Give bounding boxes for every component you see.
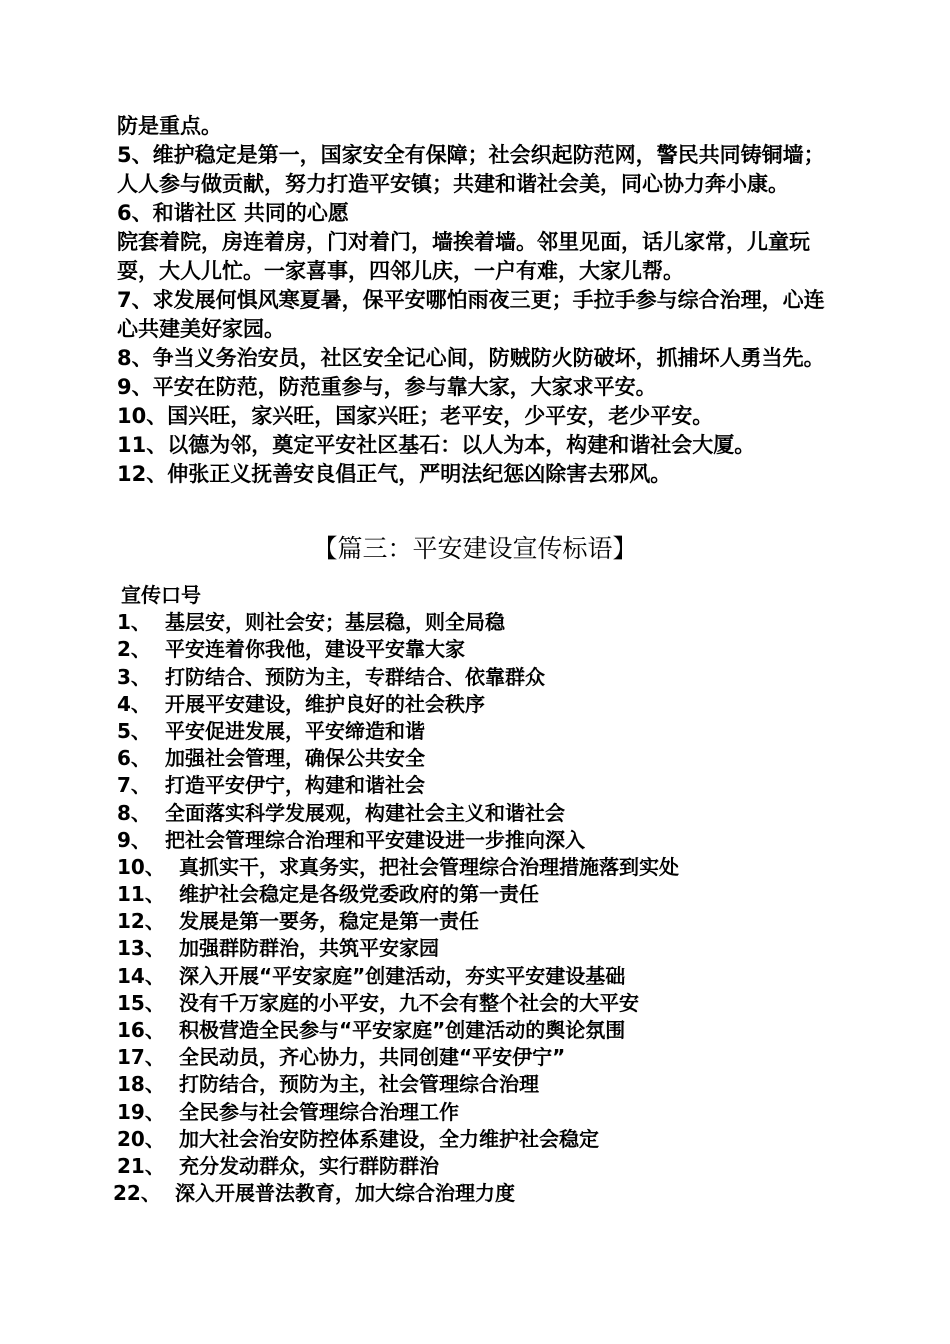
list-item-text: 深入开展“平安家庭”创建活动，夯实平安建设基础 [179, 963, 626, 988]
paragraph-4: 7、求发展何惧风寒夏暑，保平安哪怕雨夜三更；手拉手参与综合治理，心连心共建美好家园。 [117, 288, 825, 341]
section-title: 【篇三：平安建设宣传标语】 [312, 534, 638, 563]
list-item-number: 22、 [113, 1181, 161, 1206]
list-item [117, 1044, 857, 1071]
list-item [117, 935, 857, 962]
list-item-text: 积极营造全民参与“平安家庭”创建活动的舆论氛围 [179, 1018, 626, 1042]
list-item-number: 2、 [117, 637, 151, 662]
paragraph-2: 6、和谐社区 共同的心愿 [117, 201, 349, 225]
list-item-number: 3、 [117, 664, 151, 689]
list-item-text: 把社会管理综合治理和平安建设进一步推向深入 [165, 827, 585, 852]
list-item [117, 854, 857, 881]
slogan-paragraphs [117, 112, 837, 489]
list-item-text: 全民动员，齐心协力，共同创建“平安伊宁” [179, 1045, 566, 1070]
list-item [117, 990, 857, 1017]
list-item-text: 加强群防群治，共筑平安家园 [179, 936, 439, 961]
list-item [117, 881, 857, 908]
paragraph-1: 5、维护稳定是第一，国家安全有保障；社会织起防范网，警民共同铸铜墙；人人参与做贡献，努力打造平安镇；共建和谐社会美，同心协力奔小康。 [117, 143, 825, 196]
list-item-text: 加大社会治安防控体系建设，全力维护社会稳定 [179, 1126, 599, 1151]
paragraph-9: 12、伸张正义抚善安良倡正气，严明法纪惩凶除害去邪风。 [117, 462, 672, 486]
list-item-text: 平安连着你我他，建设平安靠大家 [165, 637, 465, 662]
list-item-text: 打防结合，预防为主，社会管理综合治理 [179, 1072, 539, 1097]
list-item-text: 真抓实干，求真务实，把社会管理综合治理措施落到实处 [179, 854, 679, 879]
list-item-text: 没有千万家庭的小平安，九不会有整个社会的大平安 [179, 990, 639, 1015]
list-item-text: 全面落实科学发展观，构建社会主义和谐社会 [165, 800, 565, 825]
list-item [117, 1099, 857, 1126]
list-item [117, 745, 857, 772]
list-item-number: 9、 [117, 827, 151, 852]
list-item-number: 1、 [117, 610, 151, 635]
list-item-text: 维护社会稳定是各级党委政府的第一责任 [179, 882, 539, 907]
list-item-number: 18、 [117, 1072, 165, 1097]
list-item-text: 加强社会管理，确保公共安全 [165, 746, 425, 771]
list-item [117, 800, 857, 827]
list-item [117, 1126, 857, 1153]
list-item-number: 11、 [117, 882, 165, 907]
list-item-text: 开展平安建设，维护良好的社会秩序 [165, 691, 485, 716]
list-item [117, 691, 857, 718]
list-item-number: 6、 [117, 746, 151, 771]
paragraph-7: 10、国兴旺，家兴旺，国家兴旺；老平安，少平安，老少平安。 [117, 404, 714, 428]
paragraph-5: 8、争当义务治安员，社区安全记心间，防贼防火防破坏，抓捕坏人勇当先。 [117, 346, 825, 370]
list-item-number: 17、 [117, 1045, 165, 1070]
list-item-number: 16、 [117, 1018, 165, 1042]
list-item-number: 21、 [117, 1153, 165, 1178]
list-item [117, 1153, 857, 1180]
list-item-text: 充分发动群众，实行群防群治 [179, 1153, 439, 1178]
list-item-text: 平安促进发展，平安缔造和谐 [165, 718, 425, 743]
slogan-list [113, 582, 857, 1207]
slogan-rows [113, 609, 857, 1207]
list-item-number: 5、 [117, 718, 151, 743]
list-item-number: 14、 [117, 963, 165, 988]
list-item-text: 深入开展普法教育，加大综合治理力度 [175, 1181, 515, 1206]
list-item [117, 963, 857, 990]
list-item-number: 20、 [117, 1126, 165, 1151]
list-item [117, 1071, 857, 1098]
list-item-number: 10、 [117, 854, 165, 879]
paragraph-8: 11、以德为邻，奠定平安社区基石：以人为本，构建和谐社会大厦。 [117, 433, 756, 457]
list-item-number: 7、 [117, 773, 151, 798]
list-item-text: 全民参与社会管理综合治理工作 [179, 1099, 459, 1124]
paragraph-6: 9、平安在防范，防范重参与，参与靠大家，大家求平安。 [117, 375, 657, 399]
list-item [117, 827, 857, 854]
list-item [117, 772, 857, 799]
list-item-number: 4、 [117, 691, 151, 716]
paragraph-3: 院套着院，房连着房，门对着门，墙挨着墙。邻里见面，话儿家常，儿童玩耍，大人儿忙。一家喜事，四邻儿庆，一户有难，大家儿帮。 [117, 230, 810, 283]
list-item [117, 1017, 857, 1044]
list-item-number: 12、 [117, 909, 165, 934]
list-item [117, 908, 857, 935]
list-item-number: 15、 [117, 990, 165, 1015]
list-item [117, 664, 857, 691]
list-item-number: 8、 [117, 800, 151, 825]
list-item [113, 1180, 857, 1207]
list-item-text: 基层安，则社会安；基层稳，则全局稳 [165, 610, 505, 635]
list-item-number: 13、 [117, 936, 165, 961]
list-item-text: 打造平安伊宁，构建和谐社会 [165, 773, 425, 798]
list-item-text: 打防结合、预防为主，专群结合、依靠群众 [165, 664, 545, 689]
list-item-text: 发展是第一要务，稳定是第一责任 [179, 909, 479, 934]
slogan-list-heading: 宣传口号 [121, 583, 201, 607]
paragraph-0: 防是重点。 [117, 114, 222, 138]
list-item [117, 636, 857, 663]
list-item [117, 718, 857, 745]
list-item-number: 19、 [117, 1099, 165, 1124]
list-item [117, 609, 857, 636]
